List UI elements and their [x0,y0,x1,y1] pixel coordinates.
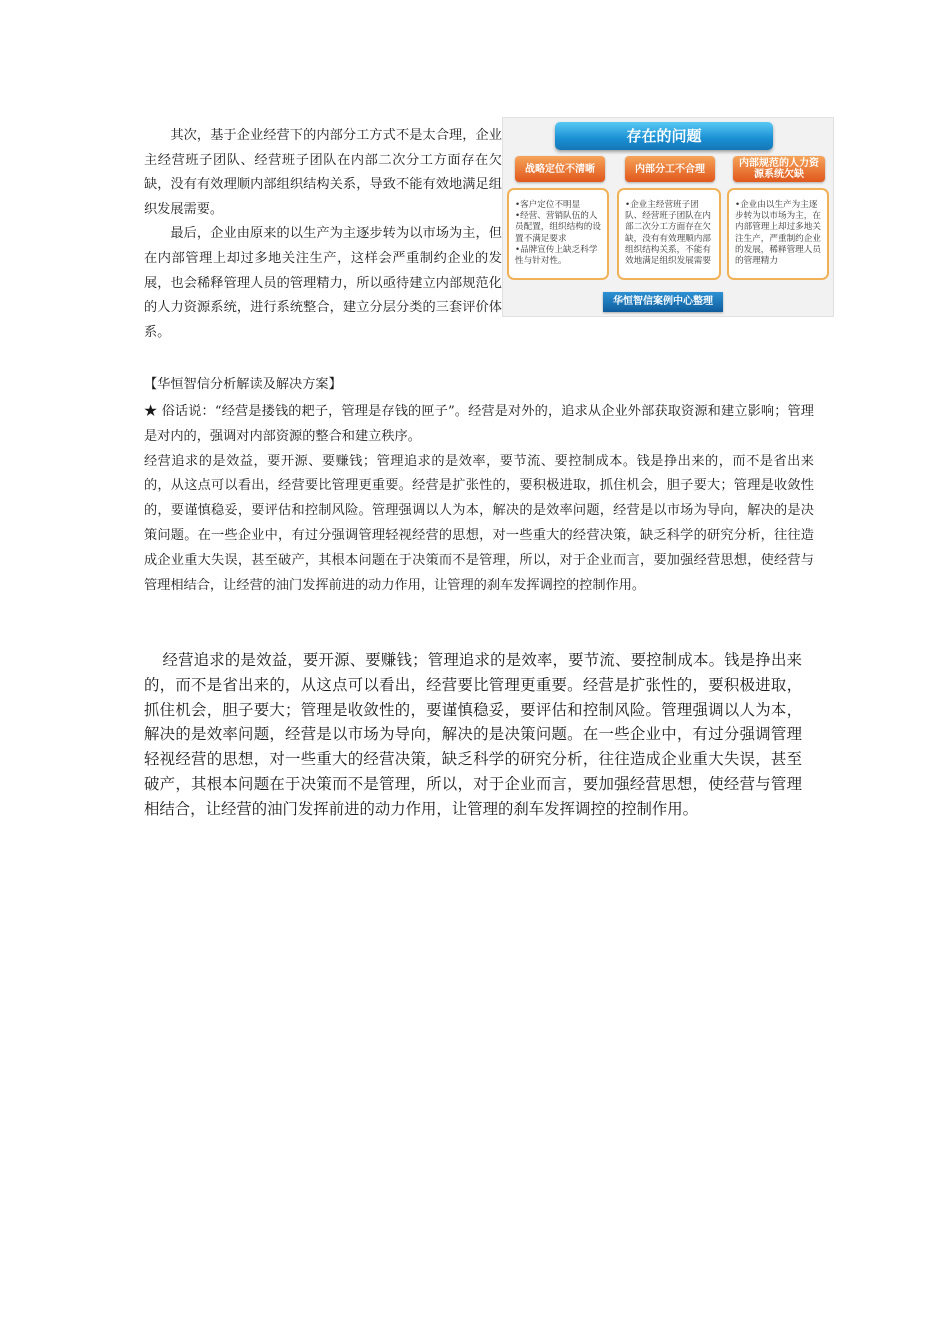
diagram-col3-heading: 内部规范的人力资源系统欠缺 [733,156,825,182]
section-body [144,400,814,598]
problems-diagram [502,117,834,317]
paragraph-finally: 最后，企业由原来的以生产为主逐步转为以市场为主，但在内部管理上却过多地关注生产，这样会严重制约企业的发展，也会稀释管理人员的管理精力，所以亟待建立内部规范化的人力资源系统，进行系统整合，建立分层分类的三套评价体系。 [144,226,502,340]
diagram-footer: 华恒智信案例中心整理 [603,292,723,312]
large-paragraph-block [144,648,802,822]
star-quote-paragraph: ★ 俗话说：“经营是搂钱的耙子，管理是存钱的匣子”。经营是对外的，追求从企业外部获取资源和建立影响；管理是对内的，强调对内部资源的整合和建立秩序。 [144,404,814,444]
diagram-col2-heading: 内部分工不合理 [625,156,715,182]
paragraph-second: 其次，基于企业经营下的内部分工方式不是太合理，企业主经营班子团队、经营班子团队在内部二次分工方面存在欠缺，没有有效理顺内部组织结构关系，导致不能有效地满足组织发展需要。 [144,128,502,217]
analysis-paragraph: 经营追求的是效益，要开源、要赚钱；管理追求的是效率，要节流、要控制成本。钱是挣出来的，而不是省出来的，从这点可以看出，经营要比管理更重要。经营是扩张性的，要积极进取，抓住机会，胆子要大；管理是收敛性的，要谨慎稳妥，要评估和控制风险。管理强调以人为本，解决的是效率问题，经营是以市场为导向，解决的是决策问题。在一些企业中，有过分强调管理轻视经营的思想，对一些重大的经营决策，缺乏科学的研究分析，往往造成企业重大失误，甚至破产，其根本问题在于决策而不是管理，所以，对于企业而言，要加强经营思想，使经营与管理相结合，让经营的油门发挥前进的动力作用，让管理的刹车发挥调控的控制作用。 [144,453,814,593]
diagram-col1-heading: 战略定位不清晰 [515,156,605,182]
diagram-col2-box [617,188,721,280]
large-paragraph: 经营追求的是效益，要开源、要赚钱；管理追求的是效率，要节流、要控制成本。钱是挣出来的，而不是省出来的，从这点可以看出，经营要比管理更重要。经营是扩张性的，要积极进取，抓住机会，胆子要大；管理是收敛性的，要谨慎稳妥，要评估和控制风险。管理强调以人为本，解决的是效率问题，经营是以市场为导向，解决的是决策问题。在一些企业中，有过分强调管理轻视经营的思想，对一些重大的经营决策，缺乏科学的研究分析，往往造成企业重大失误，甚至破产，其根本问题在于决策而不是管理，所以，对于企业而言，要加强经营思想，使经营与管理相结合，让经营的油门发挥前进的动力作用，让管理的刹车发挥调控的控制作用。 [144,651,802,818]
diagram-col2-text: •企业主经营班子团队、经营班子团队在内部二次分工方面存在欠缺，没有有效理顺内部组织结构关系，不能有效地满足组织发展需要 [625,200,711,267]
diagram-title: 存在的问题 [555,122,773,150]
section-heading: 【华恒智信分析解读及解决方案】 [144,377,342,392]
diagram-col1-box [507,188,609,280]
diagram-col1-text: •客户定位不明显 •经营、营销队伍的人员配置，组织结构的设置不满足要求 •品牌宣传上缺乏科学性与针对性。 [515,200,601,267]
diagram-col3-box [727,188,829,280]
diagram-col3-text: •企业由以生产为主逐步转为以市场为主，在内部管理上却过多地关注生产，严重制约企业的发展，稀释管理人员的管理精力 [735,200,821,267]
left-text-column [144,124,502,345]
